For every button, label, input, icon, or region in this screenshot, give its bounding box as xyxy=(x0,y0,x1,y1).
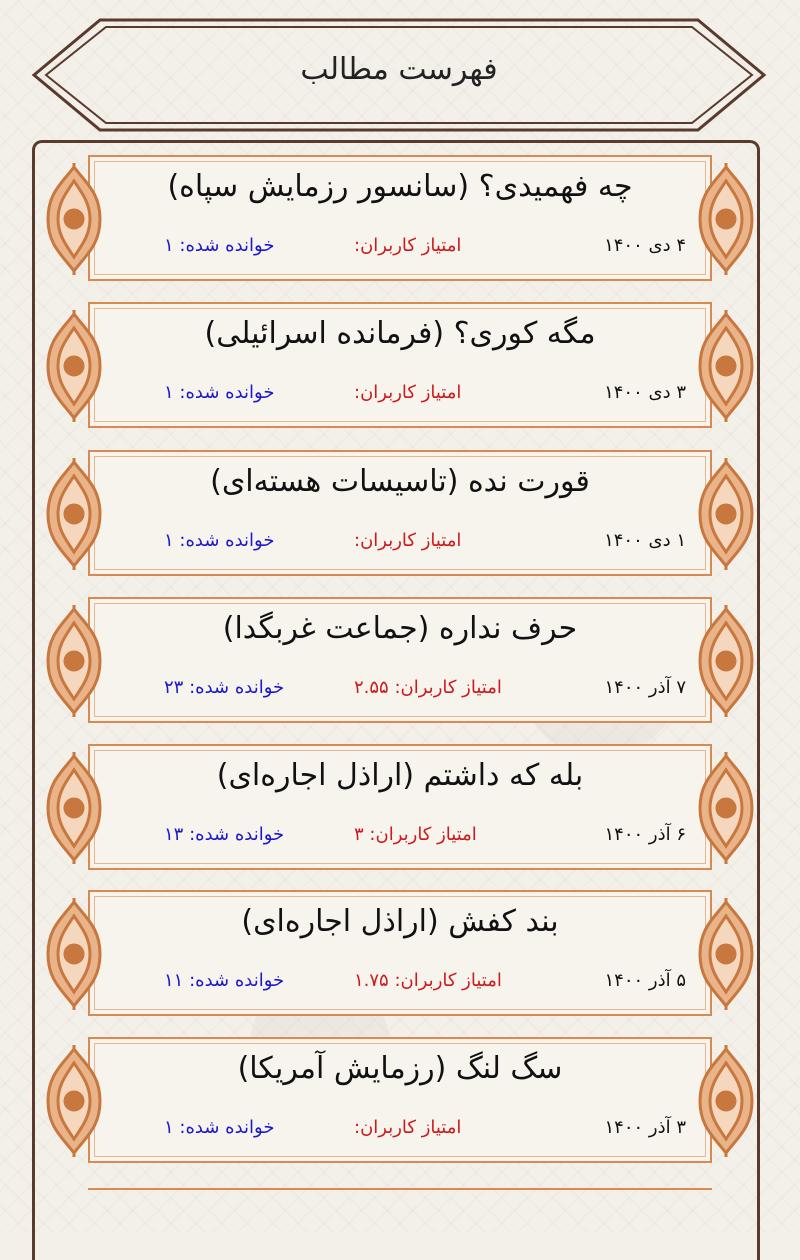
rating-value: ۲.۵۵ xyxy=(354,677,389,698)
list-item[interactable] xyxy=(44,155,756,283)
rating-label: امتیاز کاربران: xyxy=(394,677,502,698)
reads-value: ۱۳ xyxy=(164,824,184,845)
header-banner xyxy=(30,16,768,134)
read-count xyxy=(164,677,284,698)
user-rating xyxy=(354,970,502,991)
user-rating xyxy=(354,235,461,256)
reads-value: ۱ xyxy=(164,1117,174,1138)
list-item[interactable] xyxy=(44,302,756,430)
article-date: ۶ آذر ۱۴۰۰ xyxy=(604,824,686,845)
read-count xyxy=(164,824,284,845)
list-item[interactable] xyxy=(44,597,756,725)
article-date: ۴ دی ۱۴۰۰ xyxy=(604,235,686,256)
read-count xyxy=(164,1117,274,1138)
user-rating xyxy=(354,1117,461,1138)
read-count xyxy=(164,970,284,991)
rating-label: امتیاز کاربران: xyxy=(354,235,462,256)
user-rating xyxy=(354,824,477,845)
reads-label: خوانده شده: xyxy=(189,824,285,845)
reads-value: ۲۳ xyxy=(164,677,184,698)
article-title[interactable]: مگه کوری؟ (فرمانده اسرائیلی) xyxy=(204,316,596,351)
reads-label: خوانده شده: xyxy=(179,1117,275,1138)
rating-value: ۱.۷۵ xyxy=(354,970,389,991)
user-rating xyxy=(354,530,461,551)
article-title[interactable]: قورت نده (تاسیسات هسته‌ای) xyxy=(210,464,590,499)
rating-label: امتیاز کاربران: xyxy=(354,382,462,403)
article-title[interactable]: بله که داشتم (اراذل اجاره‌ای) xyxy=(216,758,584,793)
article-title[interactable]: سگ لنگ (رزمایش آمریکا) xyxy=(237,1051,563,1086)
article-title[interactable]: چه فهمیدی؟ (سانسور رزمایش سپاه) xyxy=(167,169,633,204)
page-title: فهرست مطالب xyxy=(300,52,498,87)
user-rating xyxy=(354,382,461,403)
article-date: ۳ دی ۱۴۰۰ xyxy=(604,382,686,403)
reads-label: خوانده شده: xyxy=(189,677,285,698)
article-date: ۷ آذر ۱۴۰۰ xyxy=(604,677,686,698)
read-count xyxy=(164,235,274,256)
article-date: ۵ آذر ۱۴۰۰ xyxy=(604,970,686,991)
article-title[interactable]: حرف نداره (جماعت غربگدا) xyxy=(222,611,578,646)
article-title[interactable]: بند کفش (اراذل اجاره‌ای) xyxy=(241,904,559,939)
rating-label: امتیاز کاربران: xyxy=(354,1117,462,1138)
article-date: ۳ آذر ۱۴۰۰ xyxy=(604,1117,686,1138)
read-count xyxy=(164,530,274,551)
list-item[interactable] xyxy=(44,1037,756,1165)
list-item[interactable] xyxy=(44,890,756,1018)
reads-value: ۱ xyxy=(164,530,174,551)
partial-list-item xyxy=(88,1188,712,1240)
reads-label: خوانده شده: xyxy=(179,530,275,551)
reads-value: ۱۱ xyxy=(164,970,184,991)
read-count xyxy=(164,382,274,403)
reads-label: خوانده شده: xyxy=(179,382,275,403)
rating-value: ۳ xyxy=(354,824,364,845)
reads-value: ۱ xyxy=(164,382,174,403)
reads-label: خوانده شده: xyxy=(189,970,285,991)
user-rating xyxy=(354,677,502,698)
article-date: ۱ دی ۱۴۰۰ xyxy=(604,530,686,551)
list-item[interactable] xyxy=(44,744,756,872)
reads-value: ۱ xyxy=(164,235,174,256)
rating-label: امتیاز کاربران: xyxy=(394,970,502,991)
rating-label: امتیاز کاربران: xyxy=(369,824,477,845)
reads-label: خوانده شده: xyxy=(179,235,275,256)
list-item[interactable] xyxy=(44,450,756,578)
rating-label: امتیاز کاربران: xyxy=(354,530,462,551)
